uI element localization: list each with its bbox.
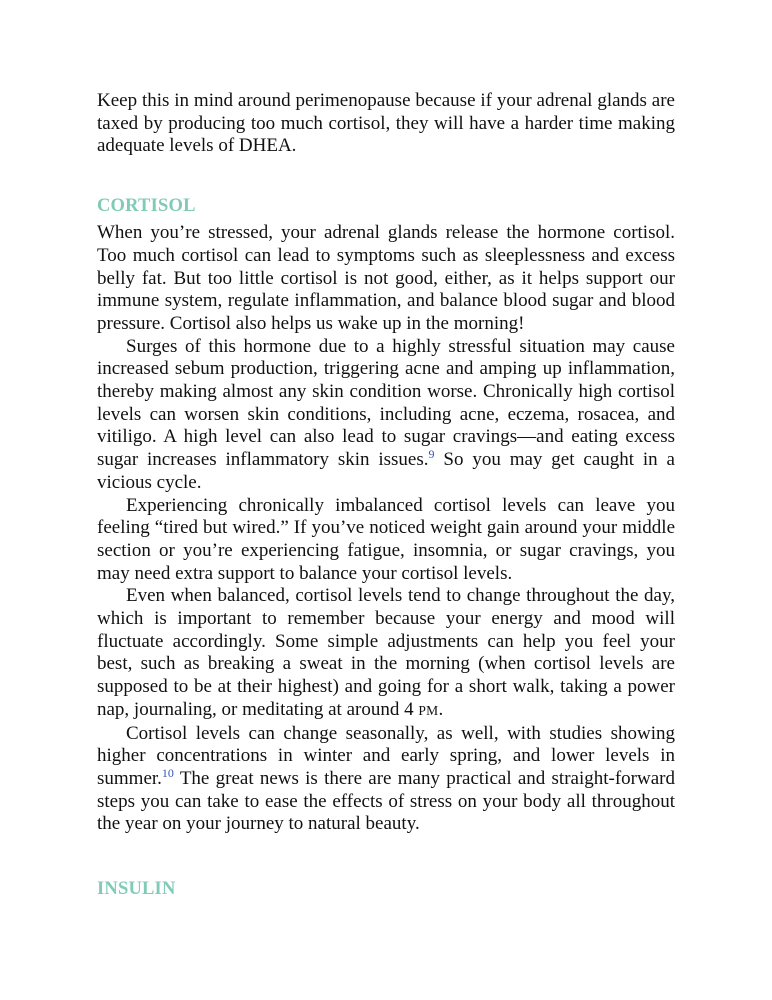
cortisol-paragraph-4-end: . [438,698,444,720]
cortisol-paragraph-4-text: Even when balanced, cortisol levels tend to change throughout the day, which is important to remember because your energy and mood will fluctuate accordingly. Some simple adjustments can help you feel your best, such as breaking a sweat in the morning (when cortisol levels are supposed to be at their highest) and going for a short walk, taking a power nap, journaling, or meditating at around 4 [97,585,675,720]
cortisol-paragraph-2 [97,336,675,495]
cortisol-paragraph-5 [97,723,675,837]
cortisol-paragraph-3: Experiencing chronically imbalanced cortisol levels can leave you feeling “tired but wired.” If you’ve noticed weight gain around your middle section or you’re experiencing fatigue, insomnia, or sugar cravings, you may need extra support to balance your cortisol levels. [97,494,675,584]
cortisol-paragraph-2-text-cont: So you may get caught in a vicious cycle. [97,449,675,493]
cortisol-paragraph-1: When you’re stressed, your adrenal glands release the hormone cortisol. Too much cortisol can lead to symptoms such as sleeplessness and excess belly fat. But too little cortisol is not good, either, as it helps support our immune system, regulate inflammation, and balance blood sugar and blood pressure. Cortisol also helps us wake up in the morning! [97,222,675,334]
footnote-marker-10[interactable]: 10 [161,765,174,780]
cortisol-paragraph-5-text-cont: The great news is there are many practical and straight-forward steps you can take to ease the effects of stress on your body all throughout the year on your journey to natural beauty. [97,767,675,835]
cortisol-paragraph-4 [97,585,675,722]
section-heading-insulin: INSULIN [97,879,176,900]
time-of-day: PM [418,702,439,718]
footnote-marker-9[interactable]: 9 [428,447,435,462]
cortisol-paragraph-5-text: Cortisol levels can change seasonally, as well, with studies showing higher concentrations in winter and early spring, and lower levels in summer. [97,722,675,789]
book-page [97,90,675,900]
intro-paragraph: Keep this in mind around perimenopause because if your adrenal glands are taxed by producing too much cortisol, they will have a harder time making adequate levels of DHEA. [97,90,675,157]
section-heading-cortisol: CORTISOL [97,196,196,217]
cortisol-paragraph-2-text: Surges of this hormone due to a highly stressful situation may cause increased sebum production, triggering acne and amping up inflammation, thereby making almost any skin condition worse. Chronically high cortisol levels can worsen skin conditions, including acne, eczema, rosacea, and vitiligo. A high level can also lead to sugar cravings—and eating excess sugar increases inflammatory skin issues. [97,335,675,471]
